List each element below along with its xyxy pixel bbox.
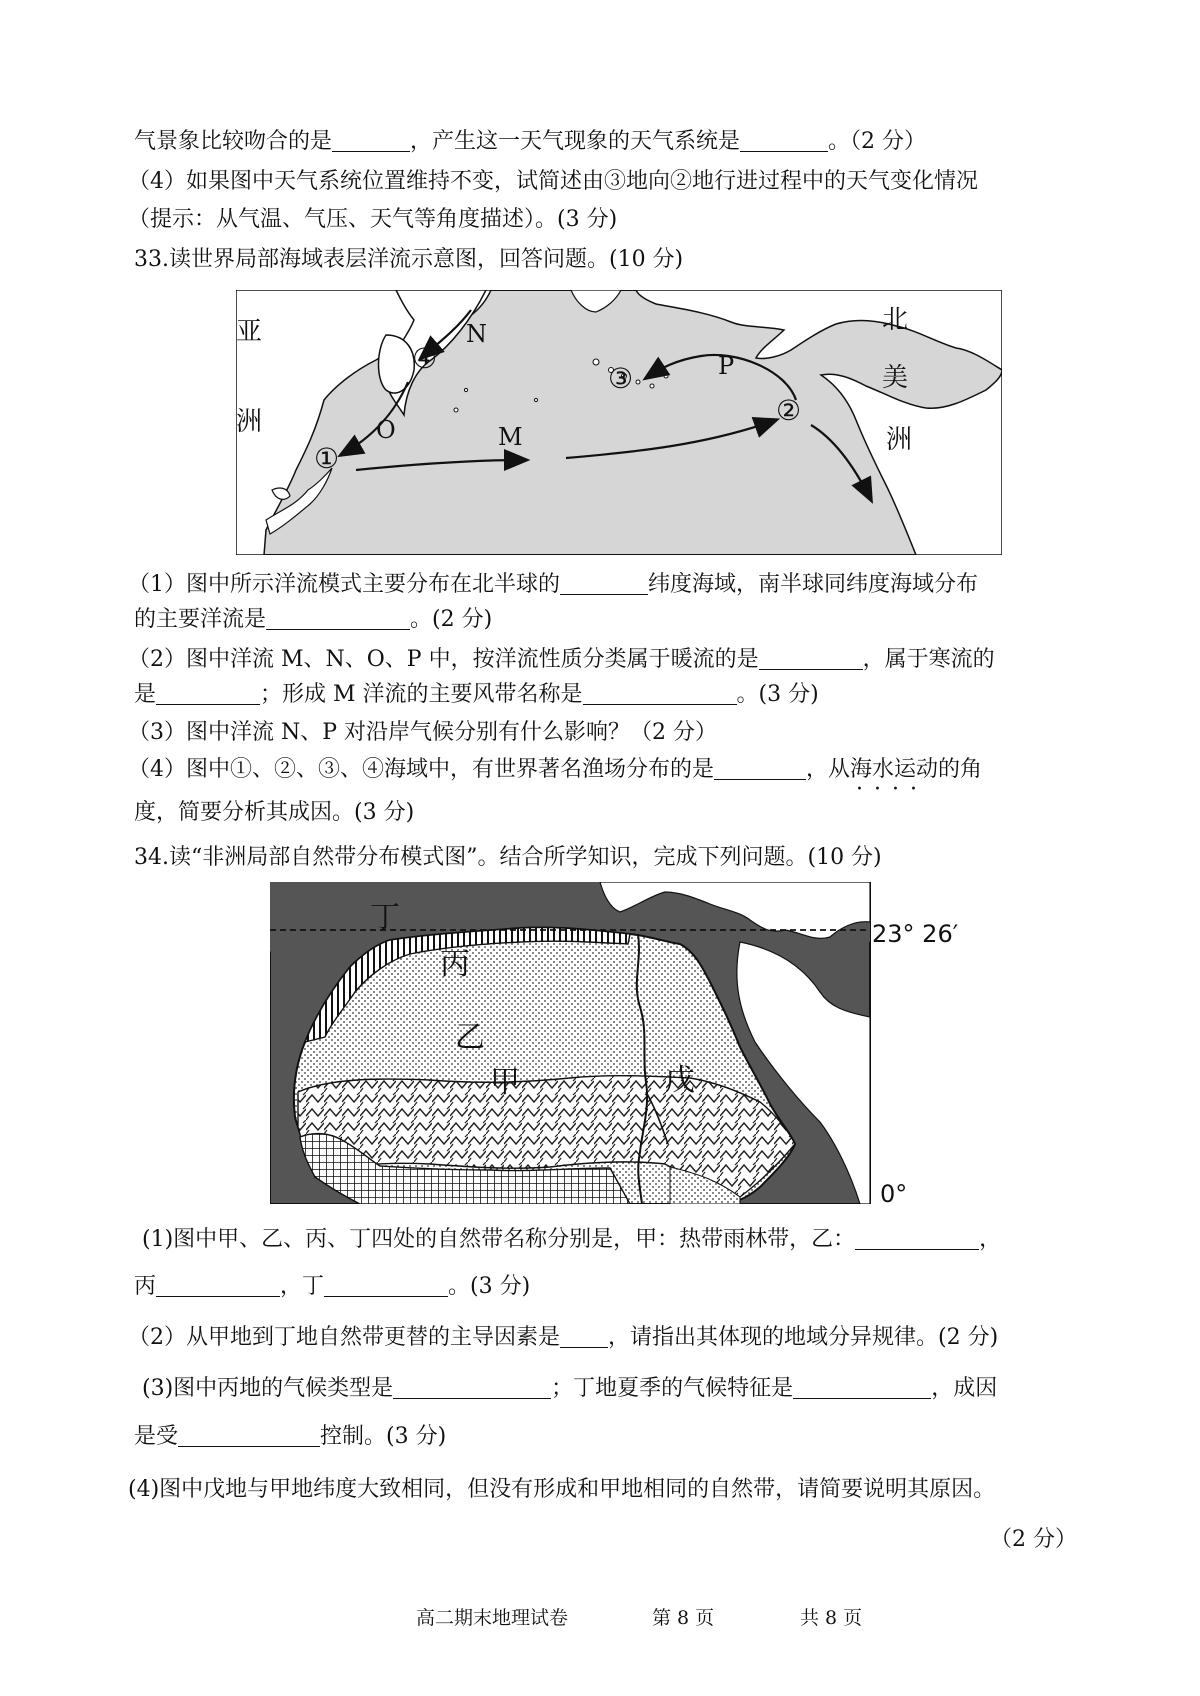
answer-blank[interactable] [393, 1376, 551, 1399]
answer-blank[interactable] [793, 1376, 931, 1399]
q34-2-line [128, 1323, 998, 1353]
ocean-current-map [236, 290, 1002, 555]
sea-area-1-label: ① [314, 442, 340, 475]
answer-blank[interactable] [759, 647, 863, 670]
asia-label-2: 洲 [236, 407, 263, 437]
q33-2-line-2 [134, 680, 819, 710]
q34-3-line-1 [142, 1374, 997, 1404]
q33-4-line-2: 度，简要分析其成因。(3 分) [134, 800, 415, 825]
text: ；丁地夏季的气候特征是 [551, 1376, 794, 1401]
text: ；形成 M 洋流的主要风带名称是 [260, 682, 583, 707]
text: ，产生这一天气现象的天气系统是 [410, 129, 741, 154]
text: 是受 [134, 1424, 179, 1449]
q34-1-line-1 [142, 1225, 1001, 1255]
text: 。（2 分） [828, 129, 927, 154]
footer-exam-title: 高二期末地理试卷 [416, 1607, 569, 1629]
q34-1-line-2 [134, 1272, 530, 1302]
text: 控制。(3 分) [320, 1424, 447, 1449]
answer-blank[interactable] [583, 682, 737, 705]
text: (1)图中甲、乙、丙、丁四处的自然带名称分别是，甲：热带雨林带，乙： [142, 1227, 856, 1252]
q33-4-line-1 [128, 755, 982, 785]
text: 。(2 分) [410, 607, 493, 632]
q34-4-line: (4)图中戊地与甲地纬度大致相同，但没有形成和甲地相同的自然带，请简要说明其原因。 [128, 1477, 996, 1502]
current-p-label: P [718, 352, 735, 380]
answer-blank[interactable] [332, 129, 410, 152]
q32-4-line-1: （4）如果图中天气系统位置维持不变，试简述由③地向②地行进过程中的天气变化情况 [128, 169, 978, 194]
text: （1）图中所示洋流模式主要分布在北半球的 [128, 572, 560, 597]
text: 气景象比较吻合的是 [134, 129, 333, 154]
q34-4-score: （2 分） [990, 1527, 1077, 1552]
text: 纬度海域，南半球同纬度海域分布 [648, 572, 979, 597]
sea-area-3-label: ③ [608, 362, 634, 395]
current-o-label: O [376, 416, 396, 444]
answer-blank[interactable] [324, 1274, 448, 1297]
q32-4-line-2: （提示：从气温、气压、天气等角度描述）。(3 分) [128, 207, 618, 232]
text: 是 [134, 682, 157, 707]
latitude-labels [872, 882, 982, 1204]
north-america-label-3: 洲 [886, 425, 913, 455]
q33-1-line-2 [134, 605, 492, 635]
answer-blank[interactable] [178, 1424, 320, 1447]
text: (3)图中丙地的气候类型是 [142, 1376, 394, 1401]
answer-blank[interactable] [714, 757, 806, 780]
text: （2）图中洋流 M、N、O、P 中，按洋流性质分类属于暖流的是 [128, 647, 759, 672]
text: ，请指出其体现的地域分异规律。(2 分) [608, 1325, 999, 1350]
africa-natural-zone-map [270, 882, 890, 1204]
answer-blank[interactable] [266, 607, 410, 630]
text: ，成因 [931, 1376, 998, 1401]
text: ，丁 [280, 1274, 325, 1299]
asia-label-1: 亚 [236, 317, 263, 347]
answer-blank[interactable] [740, 129, 828, 152]
q34-3-line-2 [134, 1422, 446, 1452]
q32-line-3 [134, 127, 926, 157]
text: （2）从甲地到丁地自然带更替的主导因素是 [128, 1325, 560, 1350]
answer-blank[interactable] [156, 1274, 280, 1297]
answer-blank[interactable] [156, 682, 260, 705]
answer-blank[interactable] [560, 572, 648, 595]
q33-1-line-1 [128, 570, 978, 600]
north-america-label-2: 美 [882, 363, 909, 393]
current-m-label: M [498, 423, 523, 451]
footer-page-number: 第 8 页 [652, 1607, 715, 1629]
sea-area-4-label: ④ [412, 342, 438, 375]
text: ，属于寒流的 [862, 647, 995, 672]
equator-latitude-label: 0° [880, 1180, 908, 1204]
sea-area-2-label: ② [776, 394, 802, 427]
text: 。(3 分) [448, 1274, 531, 1299]
tropic-latitude-label: 23° 26′ [872, 920, 959, 948]
zone-ding-label: 丁 [370, 900, 400, 935]
text: 。(3 分) [736, 682, 819, 707]
text: 的主要洋流是 [134, 607, 267, 632]
text: （4）图中①、②、③、④海域中，有世界著名渔场分布的是 [128, 757, 714, 782]
q33-3-line: （3）图中洋流 N、P 对沿岸气候分别有什么影响？（2 分） [128, 720, 718, 745]
footer-total-pages: 共 8 页 [800, 1607, 863, 1629]
answer-blank[interactable] [560, 1325, 608, 1348]
zone-bing-label: 丙 [440, 947, 470, 982]
q33-2-line-1 [128, 645, 995, 675]
answer-blank[interactable] [855, 1227, 979, 1250]
q34-title: 34.读“非洲局部自然带分布模式图”。结合所学知识，完成下列问题。(10 分) [134, 845, 882, 870]
q33-title: 33.读世界局部海域表层洋流示意图，回答问题。(10 分) [134, 247, 684, 272]
emphasized-text: 海水运动 · · · · [850, 757, 938, 782]
current-n-label: N [466, 320, 487, 348]
zone-yi-label: 乙 [455, 1020, 485, 1055]
text: 丙 [134, 1274, 157, 1299]
text: ， [979, 1227, 1002, 1252]
north-america-label-1: 北 [882, 305, 909, 335]
zone-jia-label: 甲 [490, 1065, 520, 1100]
zone-wu-label: 戊 [665, 1063, 695, 1098]
text: ，从 [806, 757, 851, 782]
text: 的角 [938, 757, 983, 782]
